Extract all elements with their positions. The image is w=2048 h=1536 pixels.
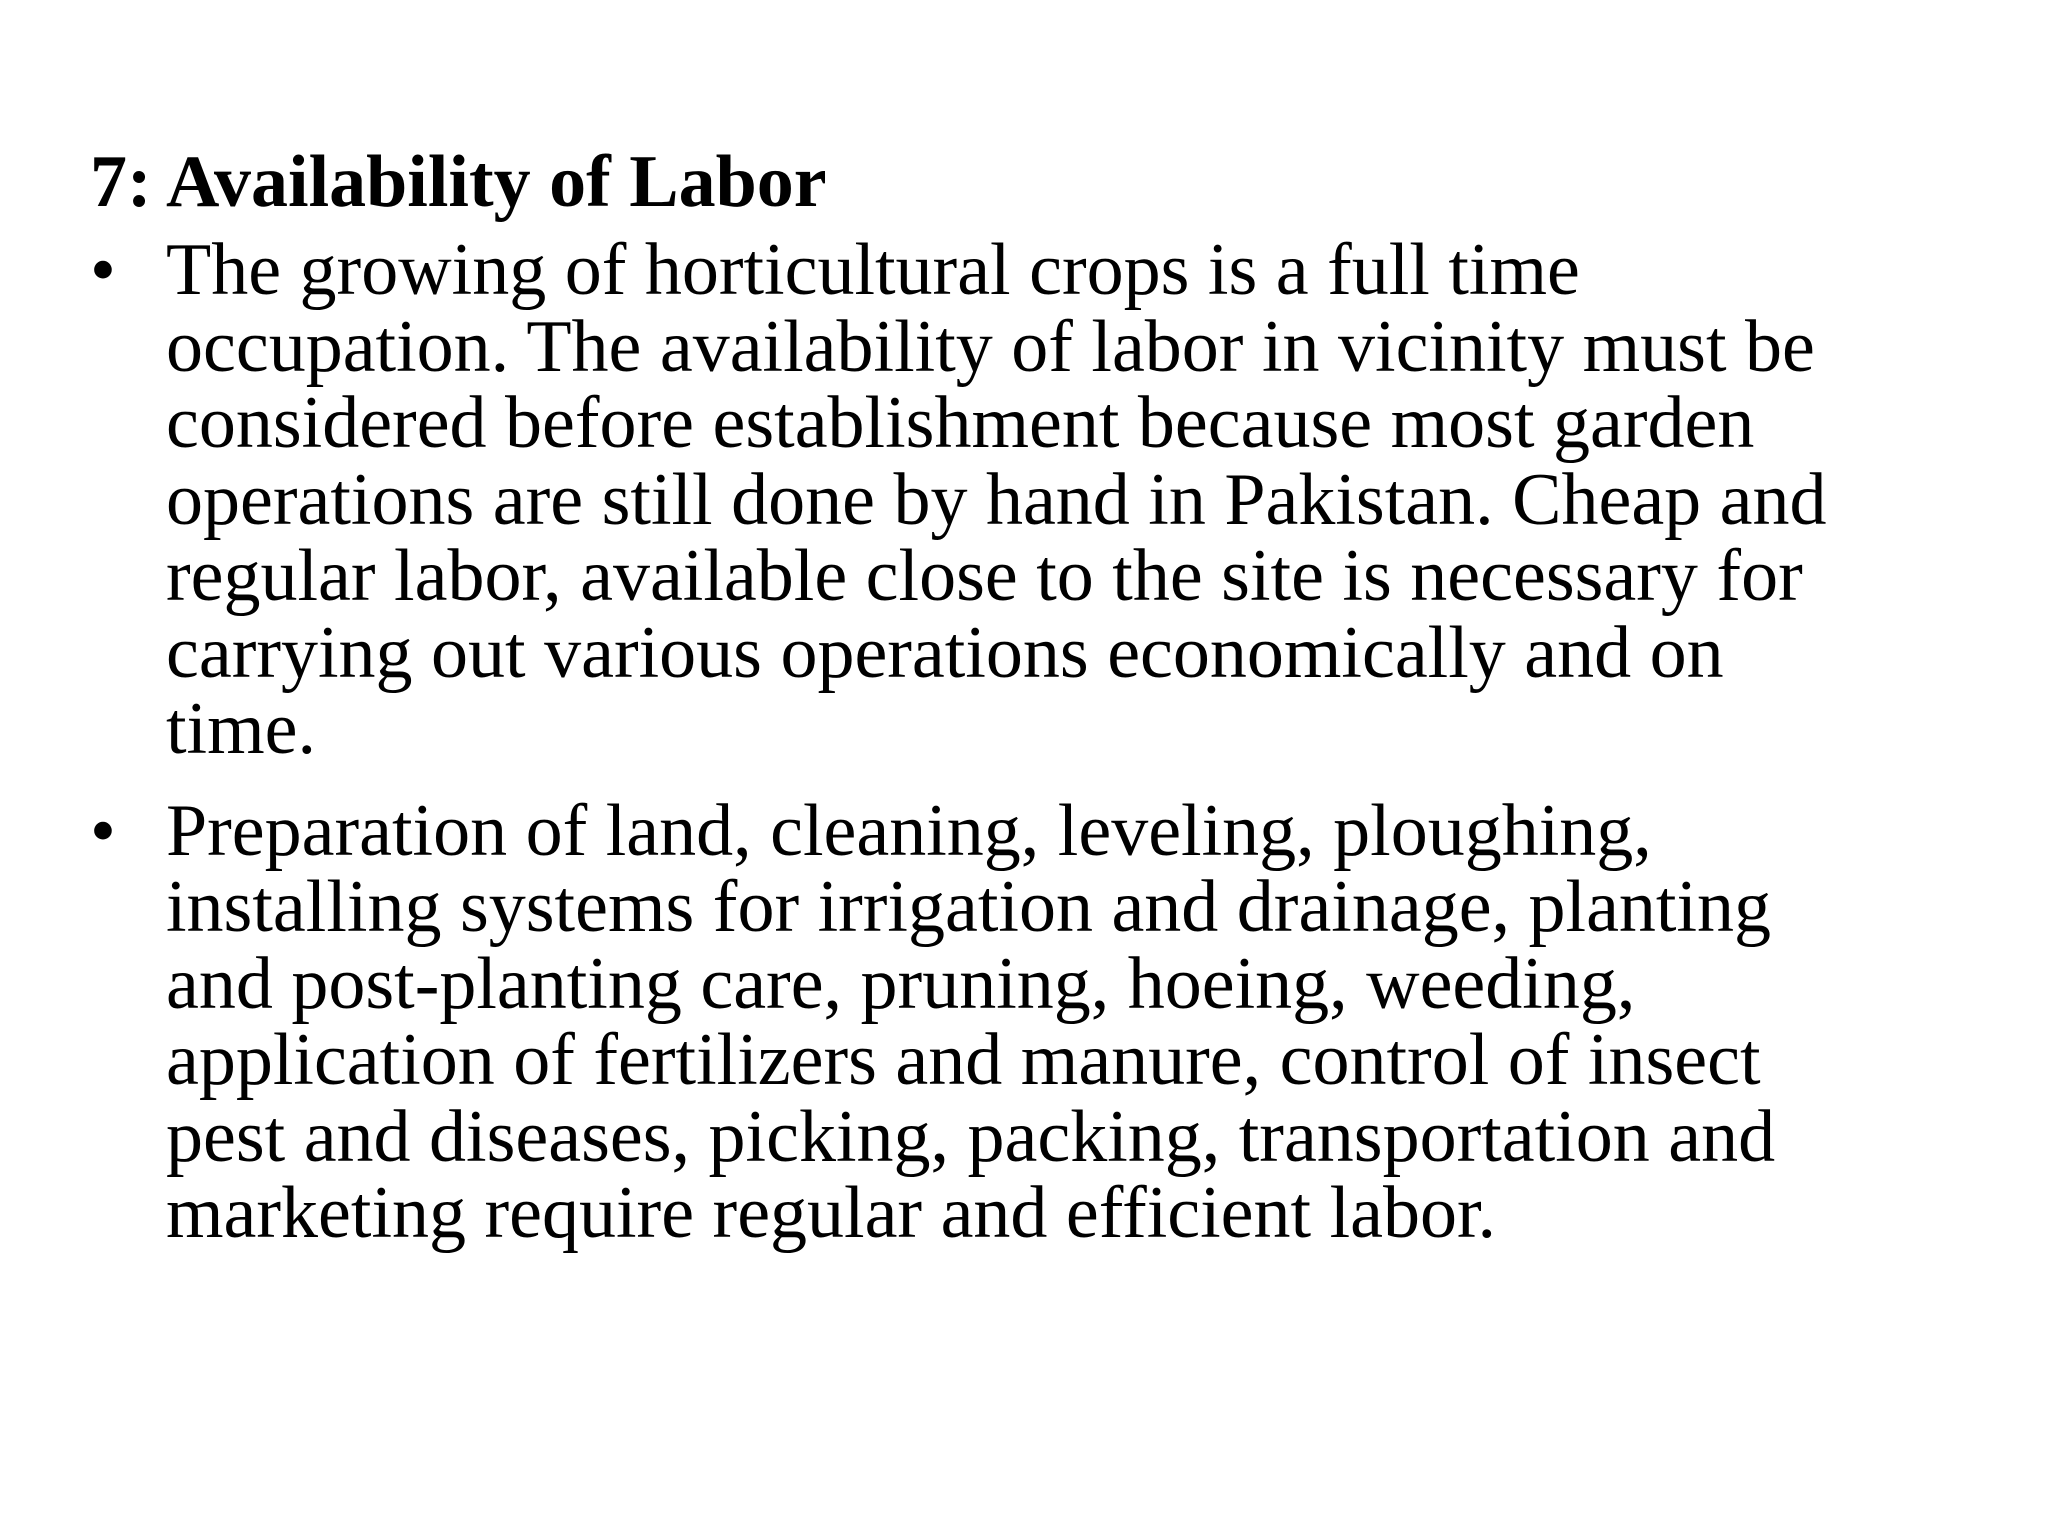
- bullet-text-line: operations are still done by hand in Pakistan. Cheap and: [166, 458, 1827, 541]
- bullet-icon: •: [90, 229, 116, 311]
- bullet-text-line: and post-planting care, pruning, hoeing, weeding,: [166, 942, 1636, 1025]
- bullet-text-line: carrying out various operations economically and on: [166, 611, 1724, 694]
- bullet-text-line: marketing require regular and efficient labor.: [166, 1172, 1497, 1254]
- bullet-text-line: regular labor, available close to the site is necessary for: [166, 535, 1803, 617]
- bullet-text-line: considered before establishment because most garden: [166, 382, 1755, 464]
- bullet-text-line: time.: [166, 688, 317, 770]
- bullet-text-line: pest and diseases, picking, packing, transportation and: [166, 1095, 1776, 1178]
- bullet-item: [90, 229, 2020, 770]
- bullet-text-line: The growing of horticultural crops is a full time: [166, 229, 1580, 311]
- bullet-text-line: application of fertilizers and manure, control of insect: [166, 1019, 1761, 1101]
- bullet-text-line: occupation. The availability of labor in vicinity must be: [166, 305, 1815, 388]
- bullet-text-line: installing systems for irrigation and drainage, planting: [166, 866, 1772, 948]
- bullet-icon: •: [90, 789, 116, 872]
- slide-heading: 7: Availability of Labor: [90, 141, 827, 223]
- bullet-list: [90, 229, 2020, 1254]
- bullet-item: [90, 789, 2020, 1254]
- bullet-text-line: Preparation of land, cleaning, leveling, ploughing,: [166, 789, 1652, 872]
